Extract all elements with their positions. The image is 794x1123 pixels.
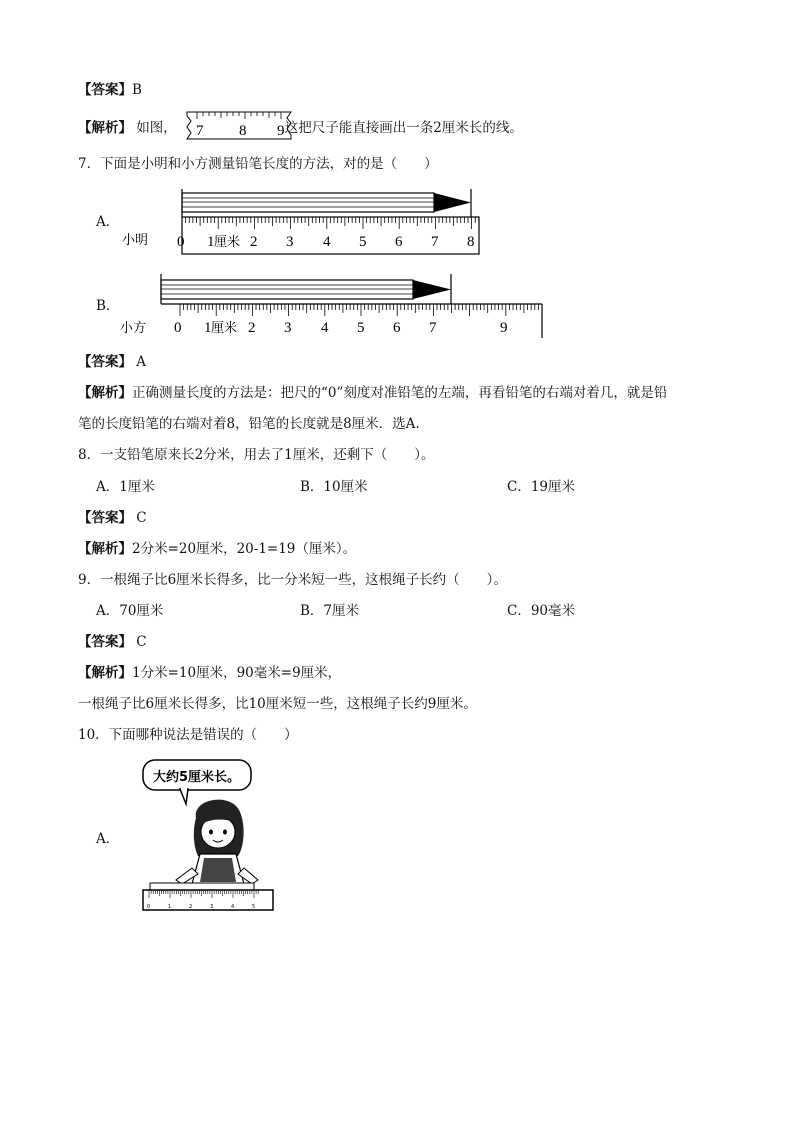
q8-analysis-line <box>78 539 356 559</box>
tick-label: 3 <box>284 320 292 336</box>
answer-tag: 【答案】 <box>78 510 132 526</box>
q8-option-b: B．10厘米 <box>300 479 368 495</box>
analysis-pre: 如图， <box>136 120 177 136</box>
tick-label: 3 <box>286 234 294 250</box>
tick-label: 4 <box>231 904 235 910</box>
name-xiaoming: 小明 <box>122 233 149 248</box>
q7-analysis-line1 <box>78 383 667 403</box>
q8-option-a: A．1厘米 <box>96 479 155 495</box>
pencil-icon <box>182 193 471 212</box>
analysis-tag: 【解析】 <box>78 541 132 557</box>
tick-label: 4 <box>323 234 331 250</box>
q9-answer-line <box>78 632 147 652</box>
q6-answer-line <box>78 80 142 100</box>
q8-question: 8．一支铅笔原来长2分米，用去了1厘米，还剩下（ ）。 <box>78 447 435 463</box>
girl-icon <box>176 800 258 884</box>
name-xiaofang: 小方 <box>120 321 147 336</box>
ruler-number: 9 <box>277 123 285 139</box>
pencil-icon <box>161 280 451 299</box>
pencil-icon <box>150 883 254 890</box>
analysis-tag: 【解析】 <box>78 120 132 136</box>
analysis-text: 2分米=20厘米，20-1=19（厘米）。 <box>132 541 357 557</box>
tick-label: 0 <box>147 904 151 910</box>
q9-analysis-line1 <box>78 663 341 683</box>
tick-label: 2 <box>250 234 258 250</box>
tick-label: 1 <box>168 904 172 910</box>
ruler-ticks <box>180 304 542 316</box>
speech-bubble <box>143 760 251 804</box>
analysis-tag: 【解析】 <box>78 665 132 681</box>
analysis-post: 这把尺子能直接画出一条2厘米长的线。 <box>284 120 523 136</box>
tick-label: 2 <box>189 904 193 910</box>
q7-answer-line <box>78 352 146 372</box>
q9-option-c: C．90毫米 <box>507 603 576 619</box>
answer-tag: 【答案】 <box>78 634 132 650</box>
q9-option-a: A．70厘米 <box>96 603 164 619</box>
tick-label: 5 <box>359 234 367 250</box>
unit-label: 厘米 <box>211 321 238 336</box>
answer-tag: 【答案】 <box>78 354 132 370</box>
ruler-figure-a <box>120 186 485 258</box>
tick-label: 9 <box>500 320 508 336</box>
tick-label: 6 <box>393 320 401 336</box>
tick-label: 7 <box>431 234 439 250</box>
q10-question: 10．下面哪种说法是错误的（ ） <box>78 727 298 743</box>
q7-option-b-label: B． <box>96 298 120 314</box>
unit-label: 厘米 <box>214 235 241 250</box>
ruler-number: 7 <box>196 123 204 139</box>
tick-label: 5 <box>357 320 365 336</box>
tick-label: 4 <box>321 320 329 336</box>
q10-option-a-label: A． <box>96 831 120 847</box>
tick-label: 1 <box>204 320 212 336</box>
tick-label: 6 <box>395 234 403 250</box>
q9-option-b: B．7厘米 <box>300 603 360 619</box>
q9-question: 9．一根绳子比6厘米长得多，比一分米短一些，这根绳子长约（ ）。 <box>78 572 507 588</box>
tick-label: 3 <box>210 904 214 910</box>
q6-analysis-line <box>78 118 523 138</box>
tick-label: 8 <box>467 234 475 250</box>
q8-option-c: C．19厘米 <box>507 479 576 495</box>
tick-label: 5 <box>252 904 256 910</box>
q7-question: 7．下面是小明和小方测量铅笔长度的方法，对的是（ ） <box>78 156 438 172</box>
q7-option-a-label: A． <box>96 214 120 230</box>
answer-value: C <box>136 634 147 650</box>
q7-analysis-line2: 笔的长度铅笔的右端对着8，铅笔的长度就是8厘米．选A. <box>78 416 420 432</box>
analysis-tag: 【解析】 <box>78 385 132 401</box>
girl-measuring-figure <box>140 756 280 916</box>
ruler-number: 8 <box>239 123 247 139</box>
answer-value: B <box>132 82 142 98</box>
analysis-text: 正确测量长度的方法是：把尺的“0”刻度对准铅笔的左端，再看铅笔的右端对着几，就是铅 <box>132 385 668 401</box>
tick-label: 0 <box>177 234 185 250</box>
tick-label: 2 <box>248 320 256 336</box>
answer-value: C <box>136 510 147 526</box>
broken-ruler-figure <box>183 109 295 141</box>
speech-text: 大约5厘米长。 <box>153 770 241 785</box>
analysis-text: 1分米=10厘米，90毫米=9厘米， <box>132 665 342 681</box>
tick-label: 0 <box>174 320 182 336</box>
ruler-figure-b <box>118 268 548 342</box>
q9-analysis-line2: 一根绳子比6厘米长得多，比10厘米短一些，这根绳子长约9厘米。 <box>78 696 477 712</box>
q8-answer-line <box>78 508 147 528</box>
tick-label: 7 <box>429 320 437 336</box>
answer-tag: 【答案】 <box>78 82 132 98</box>
tick-label: 1 <box>207 234 215 250</box>
answer-value: A <box>136 354 147 370</box>
